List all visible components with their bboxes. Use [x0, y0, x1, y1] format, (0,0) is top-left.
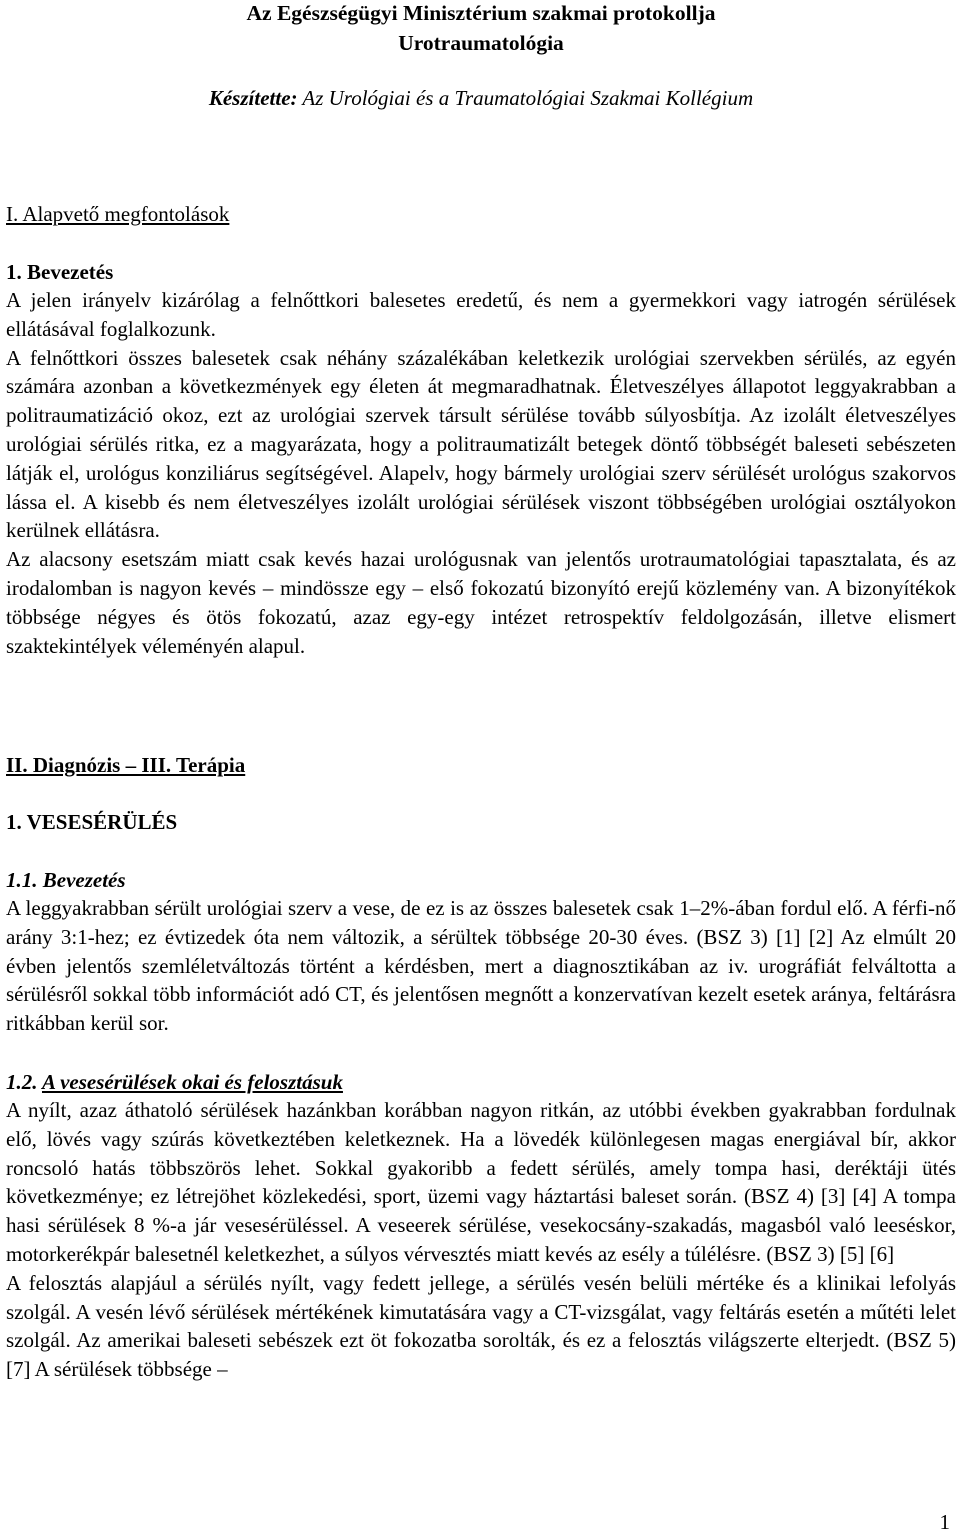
paragraph: A jelen irányelv kizárólag a felnőttkori balesetes eredetű, és nem a gyermekkori vagy iatrogén sérülések ellátásával foglalkozunk.	[6, 288, 956, 341]
subsection-1-2	[6, 1068, 956, 1384]
paragraph: A felnőttkori összes balesetek csak néhány százalékában keletkezik urológiai szervekben sérülés, az egyén számára azonban a következmények egy életen át megmaradhatnak. Életveszélyes állapotot leggyakrabban a politraumatizáció okoz, ezt az urológiai szervek társult sérülése tovább súlyosbítja. Az izolált életveszélyes urológiai sérülés ritka, ez a magyarázata, hogy a politraumatizált betegek döntő többségét baleseti sebészeten látják el, urológus konziliárus segítségével. Alapelv, hogy bármely urológiai szerv sérülését urológus szakorvos lássa el. A kisebb és nem életveszélyes izolált urológiai sérülések viszont többségében urológiai osztályokon kerülnek ellátásra.	[6, 345, 956, 543]
subsection-heading-text: A vesesérülések okai és felosztásuk	[41, 1070, 343, 1094]
credit-label: Készítette:	[208, 86, 298, 110]
section-title: II. Diagnózis – III. Terápia	[6, 753, 246, 777]
paragraph: Az alacsony esetszám miatt csak kevés hazai urológusnak van jelentős urotraumatológiai tapasztalata, és az irodalomban is nagyon kevés – mindössze egy – első fokozatú bizonyító erejű közlemény van. A bizonyítékok többsége négyes és ötös fokozatú, azaz egy-egy intézet retrospektív feldolgozásán, illetve elismert szaktekintélyek véleményén alapul.	[6, 547, 956, 658]
subsection-number: 1.2.	[6, 1070, 38, 1094]
document-subtitle: Urotraumatológia	[398, 31, 564, 55]
credit-value: Az Urológiai és a Traumatológiai Szakmai Kollégium	[297, 86, 754, 110]
paragraph: A nyílt, azaz áthatoló sérülések hazánkban korábban nagyon ritkán, az utóbbi években gyakrabban fordulnak elő, lövés vagy szúrás következtében keletkeznek. Ha a lövedék különlegesen magas energiával bír, akkor roncsoló hatás többszörös lehet. Sokkal gyakoribb a fedett sérülés, amely tompa hasi, deréktáji ütés következménye; ez létrejöhet közlekedési, sport, üzemi vagy háztartási baleset során. (BSZ 4) [3] [4] A tompa hasi sérülések 8 %-a jár vesesérüléssel. A veseerek sérülése, vesekocsány-szakadás, magasból való leeséskor, motorkerékpár balesetnél keletkezhet, a súlyos vérvesztés miatt kevés az esély a túlélésre. (BSZ 3) [5] [6]	[6, 1098, 956, 1266]
section-2-subheading	[6, 808, 956, 836]
document-title: Az Egészségügyi Minisztérium szakmai protokollja	[246, 1, 716, 25]
credit-line	[6, 84, 956, 112]
paragraph: A leggyakrabban sérült urológiai szerv a vese, de ez is az összes balesetek csak 1–2%-ában fordul elő. A férfi-nő arány 3:1-hez; ez évtizedek óta nem változik, a sérültek többsége 20-30 éves. (BSZ 3) [1] [2] Az elmúlt 20 évben jelentős szemléletváltozás történt a kérdésben, mert a diagnosztikában az iv. urográfiát felváltotta a sérülésről sokkal több információt adó CT, és jelentősen megnőtt a konzervatívan kezelt esetek aránya, feltárásra ritkábban kerül sor.	[6, 896, 956, 1036]
document-header	[6, 0, 956, 58]
section-1-body	[6, 258, 956, 660]
subsection-1-1	[6, 866, 956, 1038]
subsection-title	[6, 1068, 956, 1096]
subsection-title: 1.1. Bevezetés	[6, 868, 126, 892]
subsection-title: 1. Bevezetés	[6, 260, 114, 284]
section-title: I. Alapvető megfontolások	[6, 202, 230, 226]
chapter-title: 1. VESESÉRÜLÉS	[6, 810, 178, 834]
section-2-heading	[6, 751, 956, 779]
paragraph: A felosztás alapjául a sérülés nyílt, vagy fedett jellege, a sérülés vesén belüli mértéke és a klinikai lefolyás szolgál. A vesén lévő sérülések mértékének kimutatására vagy a CT-vizsgálat, vagy feltárás esetén a műtéti lelet szolgál. Az amerikai baleseti sebészek ezt öt fokozatba sorolták, és ez a felosztás világszerte elterjedt. (BSZ 5) [7] A sérülések többsége –	[6, 1270, 956, 1382]
section-1-heading	[6, 200, 956, 228]
page-number: 1	[939, 1510, 950, 1534]
